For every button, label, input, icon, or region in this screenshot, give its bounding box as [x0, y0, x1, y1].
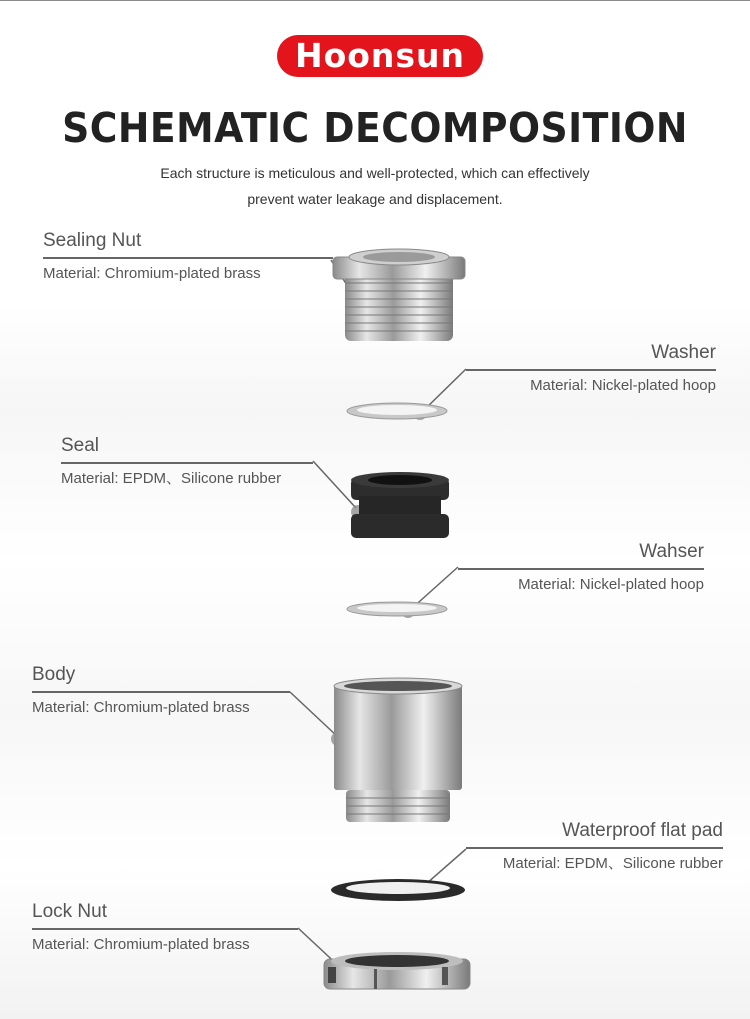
subtitle-line-1: Each structure is meticulous and well-protected, which can effectively	[160, 165, 590, 181]
washer-2-image	[345, 598, 449, 620]
part-name: Waterproof flat pad	[562, 820, 723, 841]
part-label-washer	[466, 342, 716, 395]
label-rule	[466, 847, 723, 849]
part-label-body	[32, 664, 290, 717]
part-material: Material: Nickel-plated hoop	[530, 377, 716, 394]
part-label-lock-nut	[32, 901, 298, 954]
label-rule	[61, 462, 313, 464]
brand-logo-text: Hoonsun	[294, 36, 466, 75]
flat-pad-image	[328, 875, 468, 905]
part-label-sealing-nut	[43, 230, 333, 283]
subtitle-line-2: prevent water leakage and displacement.	[247, 191, 503, 207]
part-material: Material: EPDM、Silicone rubber	[61, 470, 282, 487]
part-name: Washer	[651, 342, 716, 363]
body-image	[328, 676, 468, 826]
part-name: Body	[32, 664, 76, 685]
page-title: SCHEMATIC DECOMPOSITION	[62, 104, 688, 152]
lock-nut-image	[318, 945, 478, 995]
part-name: Lock Nut	[32, 901, 107, 922]
label-rule	[458, 568, 704, 570]
label-rule	[32, 928, 298, 930]
part-material: Material: Chromium-plated brass	[32, 699, 250, 716]
sealing-nut-image	[325, 245, 475, 345]
part-label-waterproof-flat-pad	[466, 820, 723, 873]
part-label-seal	[61, 435, 313, 488]
seal-image	[345, 470, 455, 542]
washer-image	[345, 400, 449, 422]
label-rule	[43, 257, 333, 259]
part-material: Material: Chromium-plated brass	[32, 936, 250, 953]
part-label-wahser	[458, 541, 704, 594]
part-material: Material: Nickel-plated hoop	[518, 576, 704, 593]
part-name: Seal	[61, 435, 100, 456]
label-rule	[466, 369, 716, 371]
label-rule	[32, 691, 290, 693]
part-name: Wahser	[639, 541, 704, 562]
part-name: Sealing Nut	[43, 230, 142, 251]
part-material: Material: Chromium-plated brass	[43, 265, 261, 282]
part-material: Material: EPDM、Silicone rubber	[502, 855, 723, 872]
